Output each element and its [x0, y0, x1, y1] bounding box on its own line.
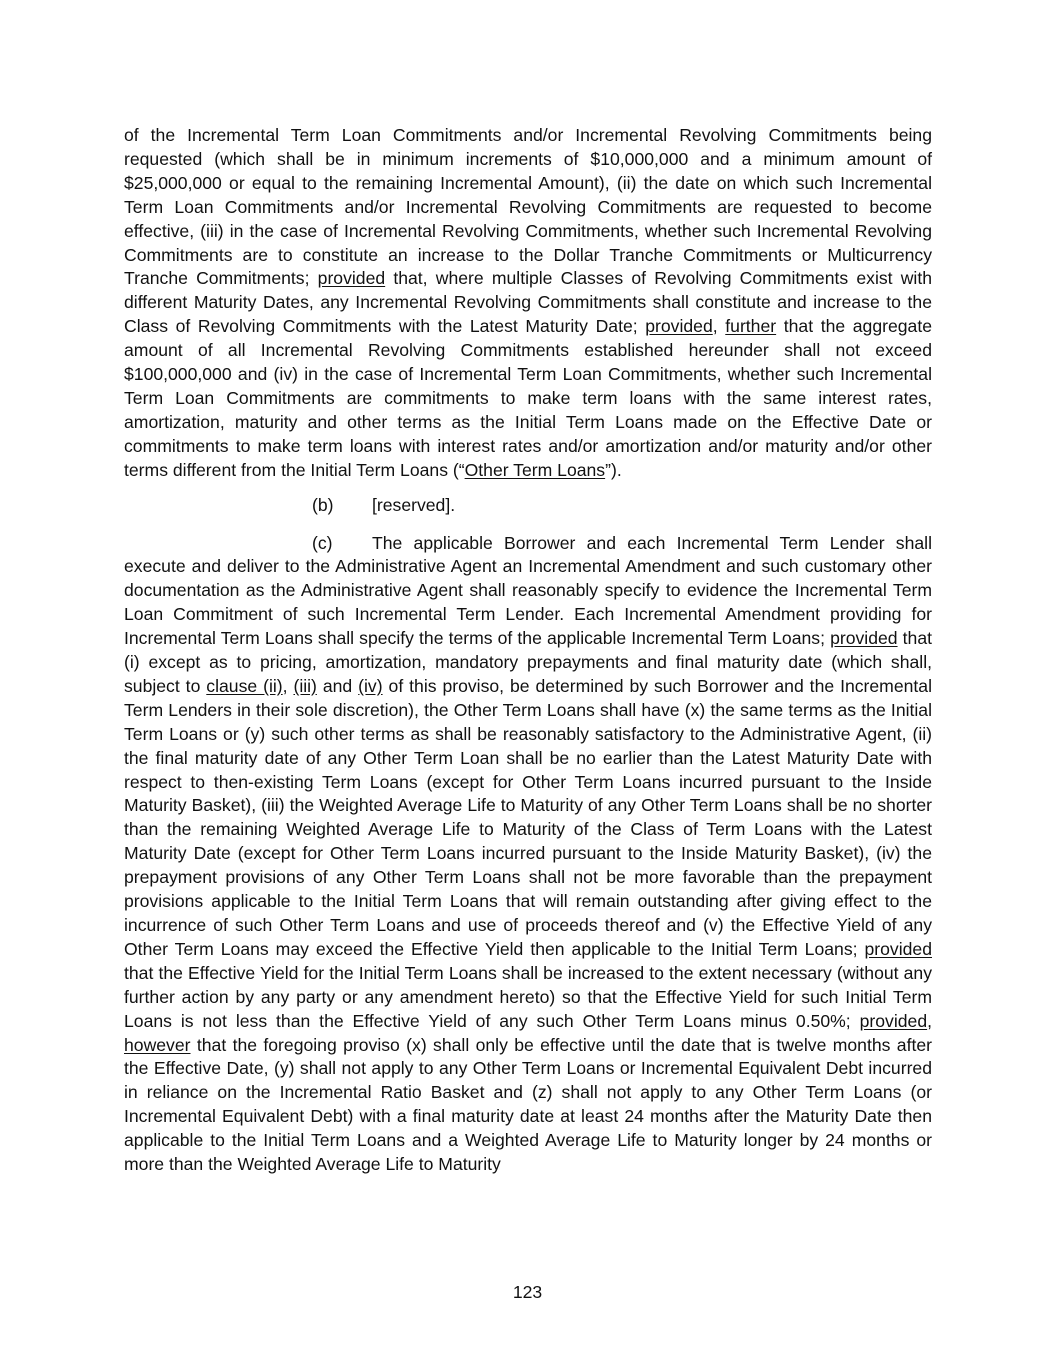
paragraph-label: (c) — [312, 532, 333, 553]
text-run: and — [316, 675, 359, 696]
paragraph-a-continuation — [124, 124, 932, 483]
text-run: , — [282, 675, 294, 696]
paragraph-label: (b) — [312, 494, 334, 515]
defined-term: Other Term Loans — [464, 459, 606, 480]
text-run: that the Effective Yield for the Initial Term Loans shall be increased to the extent necessary (without any further action by any party or any amendment hereto) so that the Effective Yield for such Initial Term Loans is not less than the Effective Yield of any such Other Term Loans minus 0.50%; — [124, 962, 932, 1031]
clause-reference: (iv) — [358, 675, 383, 696]
page-number: 123 — [512, 1282, 543, 1302]
text-run: that (i) except as to pricing, amortization, mandatory prepayments and final maturity date (which shall, subject to — [124, 628, 932, 696]
text-run: ”). — [605, 459, 622, 480]
text-run: , — [712, 316, 726, 337]
paragraph-c — [124, 532, 932, 1177]
text-run: that the foregoing proviso (x) shall only be effective until the date that is twelve months after the Effective Date, (y) shall not apply to any Other Term Loans or Incremental Equivalent Debt incurred in reliance on the Incremental Ratio Basket and (z) shall not apply to any Other Term Loans (or Incremental Equivalent Debt) with a final maturity date at least 24 months after the Maturity Date then applicable to the Initial Term Loans and a Weighted Average Life to Maturity longer by 24 months or more than the Weighted Average Life to Maturity — [124, 1034, 932, 1175]
clause-reference: (iii) — [293, 675, 317, 696]
text-run: , — [927, 1010, 932, 1031]
underlined-term: provided — [864, 938, 932, 959]
underlined-term: provided — [645, 316, 713, 337]
underlined-term: provided — [317, 268, 386, 289]
text-run: of the Incremental Term Loan Commitments and/or Incremental Revolving Commitments being requested (which shall be in minimum increments of $10,000,000 and a minimum amount of $25,000,000 or equal to the remaining Incremental Amount), (ii) the date on which such Incremental Term Loan Commitments and/or Incremental Revolving Commitments are requested to become effective, (iii) in the case of Incremental Revolving Commitments, whether such Incremental Revolving Commitments are to constitute an increase to the Dollar Tranche Commitments or Multicurrency Tranche Commitments; — [124, 125, 932, 289]
text-run: that, where multiple Classes of Revolving Commitments exist with different Maturity Dates, any Incremental Revolving Commitments shall constitute and increase to the Class of Revolving Commitments with the Latest Maturity Date; — [124, 268, 933, 337]
paragraph-text: [reserved]. — [372, 494, 456, 515]
paragraph-b — [124, 494, 932, 518]
underlined-term: further — [725, 316, 777, 337]
underlined-term: however — [124, 1034, 191, 1055]
text-run: of this proviso, be determined by such Borrower and the Incremental Term Lenders in their sole discretion), the Other Term Loans shall have (x) the same terms as the Initial Term Loans or (y) such other terms as shall be reasonably satisfactory to the Administrative Agent, (ii) the final maturity date of any Other Term Loan shall be no earlier than the Latest Maturity Date with respect to then-existing Term Loans (except for Other Term Loans incurred pursuant to the Inside Maturity Basket), (iii) the Weighted Average Life to Maturity of any Other Term Loans shall be no shorter than the remaining Weighted Average Life to Maturity of the Class of Term Loans with the Latest Maturity Date (except for Other Term Loans incurred pursuant to the Inside Maturity Basket), (iv) the prepayment provisions of any Other Term Loans shall not be more favorable than the prepayment provisions applicable to the Initial Term Loans that will remain outstanding after giving effect to the incurrence of such Other Term Loans and use of proceeds thereof and (v) the Effective Yield of any Other Term Loans may exceed the Effective Yield then applicable to the Initial Term Loans; — [124, 675, 932, 959]
underlined-term: provided — [859, 1010, 928, 1031]
underlined-term: provided — [830, 628, 898, 649]
text-run: that the aggregate amount of all Incremental Revolving Commitments established hereunder shall not exceed $100,000,000 and (iv) in the case of Incremental Term Loan Commitments, whether such Incremental Term Loan Commitments are commitments to make term loans with the same interest rates, amortization, maturity and other terms as the Initial Term Loans made on the Effective Date or commitments to make term loans with interest rates and/or amortization and/or maturity and/or other terms different from the Initial Term Loans (“ — [124, 316, 933, 480]
clause-reference: clause (ii) — [206, 675, 283, 696]
text-run: The applicable Borrower and each Incremental Term Lender shall execute and deliver to the Administrative Agent an Incremental Amendment and such customary other documentation as the Administrative Agent shall reasonably specify to evidence the Incremental Term Loan Commitment of such Incremental Term Lender. Each Incremental Amendment providing for Incremental Term Loans shall specify the terms of the applicable Incremental Term Loans; — [124, 532, 932, 649]
document-page — [124, 124, 932, 1177]
